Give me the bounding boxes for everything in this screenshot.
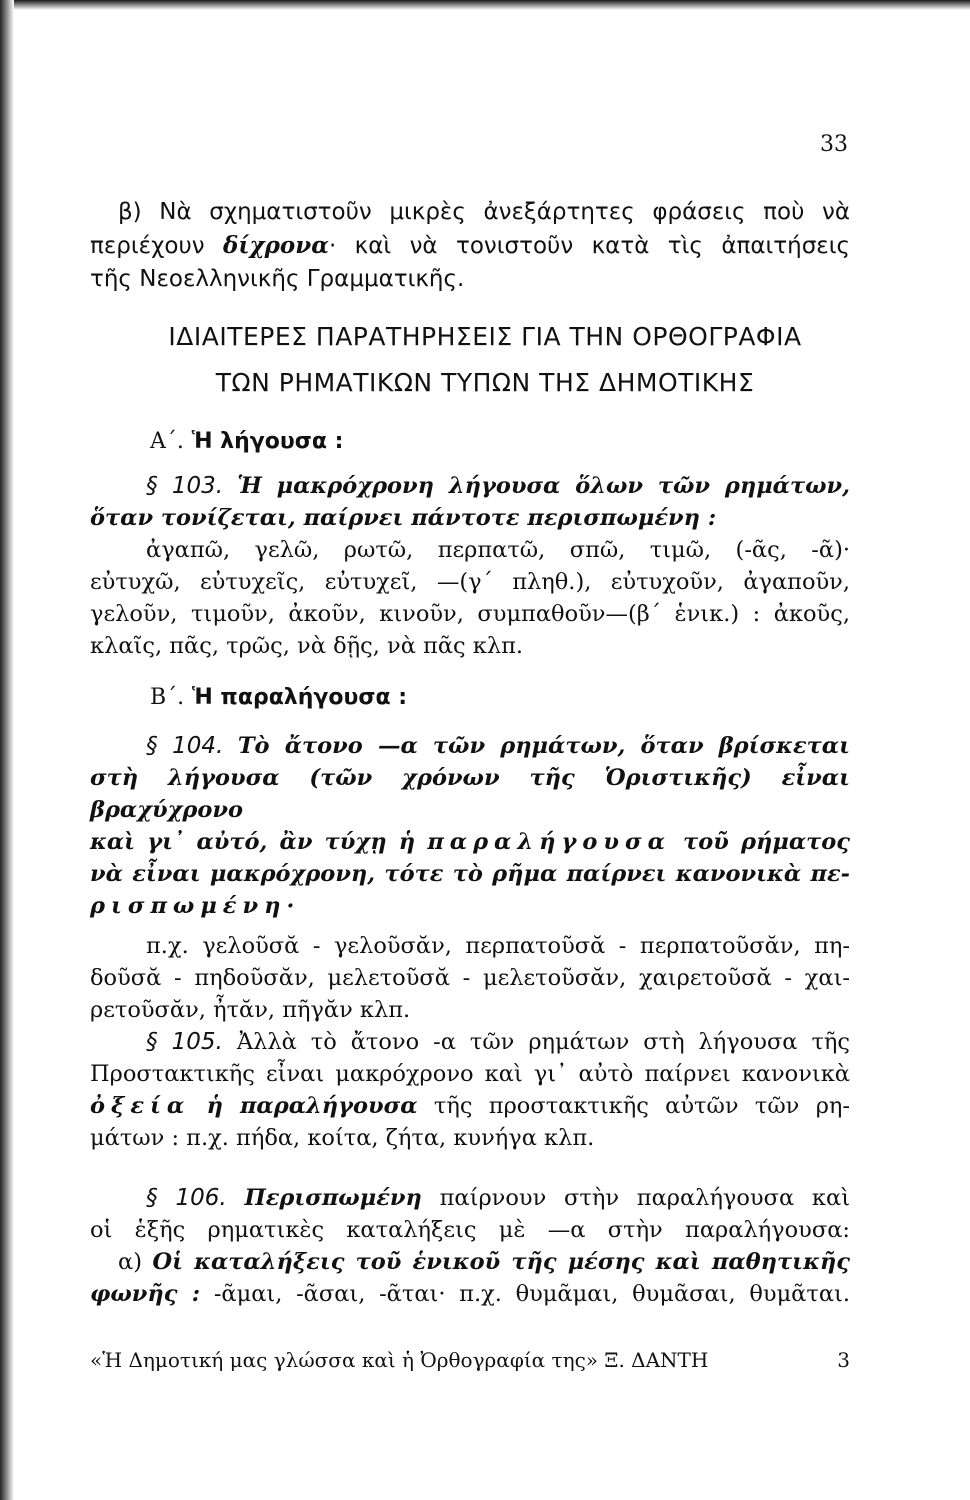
- paragraph-104: [90, 730, 850, 1026]
- page-footer: [90, 1348, 850, 1372]
- paragraph-105: [90, 1026, 850, 1154]
- text-line: [90, 1090, 850, 1122]
- rule-text: στὴ λήγουσα (τῶν χρόνων τῆς Ὁριστικῆς) εἶναι βραχύχρονο: [90, 765, 850, 823]
- body-text: Προστακτικῆς εἶναι μακρόχρονο καὶ γι᾿ αὐτὸ παίρνει κανονικὰ: [90, 1061, 850, 1087]
- section-heading-line-2: ΤΩΝ ΡΗΜΑΤΙΚΩΝ ΤΥΠΩΝ ΤΗΣ ΔΗΜΟΤΙΚΗΣ: [215, 368, 755, 397]
- example-line: π.χ. γελοῦσᾰ - γελοῦσᾰν, περπατοῦσᾰ - περπατοῦσᾰν, πη-: [146, 933, 850, 959]
- paragraph-103: [90, 470, 850, 662]
- subsection-a-heading: [150, 428, 343, 454]
- body-text: οἱ ἑξῆς ρηματικὲς καταλήξεις μὲ —α στὴν παραλήγουσα:: [90, 1217, 850, 1243]
- section-heading-line-1: ΙΔΙΑΙΤΕΡΕΣ ΠΑΡΑΤΗΡΗΣΕΙΣ ΓΙΑ ΤΗΝ ΟΡΘΟΓΡΑΦΙΑ: [168, 322, 802, 351]
- rule-text: νὰ εἶναι μακρόχρονη, τότε τὸ ρῆμα παίρνει κανονικὰ πε-: [90, 861, 850, 887]
- text-line: [90, 1182, 850, 1214]
- body-text: τῆς προστακτικῆς αὐτῶν τῶν ρη-: [433, 1093, 851, 1119]
- subsection-b-heading: [150, 684, 407, 710]
- example-line: γελοῦν, τιμοῦν, ἀκοῦν, κινοῦν, συμπαθοῦν—(β΄ ἑνικ.) : ἀκοῦς,: [90, 601, 850, 627]
- scan-top-edge: [0, 0, 970, 10]
- paragraph-106: [90, 1182, 850, 1310]
- section-number: § 106.: [146, 1185, 227, 1211]
- section-number: § 104.: [146, 733, 224, 759]
- subsection-title: Ἡ λήγουσα :: [191, 429, 344, 454]
- example-line: δοῦσᾰ - πηδοῦσᾰν, μελετοῦσᾰ - μελετοῦσᾰν, χαιρετοῦσᾰ - χαι-: [90, 965, 850, 991]
- scan-left-edge: [0, 0, 14, 1500]
- rule-line: [90, 470, 850, 502]
- emphasis-text: ἡ παραλήγουσα: [206, 1093, 418, 1119]
- book-title: «Ἡ Δημοτική μας γλώσσα καὶ ἡ Ὀρθογραφία της» Ξ. ΔΑΝΤΗ: [90, 1348, 709, 1372]
- spaced-emphasis: ὀξεία: [90, 1093, 191, 1119]
- list-marker: α): [118, 1249, 142, 1275]
- text-line: [90, 1278, 850, 1310]
- intro-line-1: β) Νὰ σχηματιστοῦν μικρὲς ἀνεξάρτητες φράσεις ποὺ νὰ: [118, 199, 850, 225]
- rule-text: τοῦ ρήματος: [683, 829, 850, 855]
- body-text: Ἀλλὰ τὸ ἄτονο -α τῶν ρημάτων στὴ λήγουσα τῆς: [236, 1029, 850, 1055]
- rule-text: ὅταν τονίζεται, παίρνει πάντοτε περισπωμένη :: [90, 505, 717, 531]
- text-line: [90, 1246, 850, 1278]
- subsection-letter: Β΄.: [150, 685, 185, 710]
- spaced-emphasis: παραλήγουσα: [427, 829, 671, 855]
- subsection-title: Ἡ παραλήγουσα :: [191, 685, 408, 710]
- body-text: παίρνουν στὴν παραλήγουσα καὶ: [439, 1185, 851, 1211]
- example-line: εὐτυχῶ, εὐτυχεῖς, εὐτυχεῖ, —(γ΄ πληθ.), εὐτυχοῦν, ἀγαποῦν,: [90, 569, 850, 595]
- rule-line: [90, 730, 850, 762]
- text-line: [90, 1026, 850, 1058]
- emphasis-text: Περισπωμένη: [244, 1185, 422, 1211]
- example-line: κλαῖς, πᾶς, τρῶς, νὰ δῇς, νὰ πᾶς κλπ.: [90, 633, 524, 659]
- page-number: 33: [820, 132, 848, 157]
- intro-line-2: [90, 229, 850, 263]
- intro-line-3: τῆς Νεοελληνικῆς Γραμματικῆς.: [90, 266, 465, 292]
- rule-line: [90, 826, 850, 858]
- signature-mark: 3: [837, 1348, 850, 1372]
- intro-text: · καὶ νὰ τονιστοῦν κατὰ τὶς ἀπαιτήσεις: [328, 233, 850, 259]
- intro-text: περιέχουν: [90, 233, 224, 259]
- example-line: ρετοῦσᾰν, ἦτᾰν, πῆγᾰν κλπ.: [90, 997, 411, 1023]
- body-text: μάτων : π.χ. πήδα, κοίτα, ζήτα, κυνήγα κλπ.: [90, 1125, 595, 1151]
- intro-emphasis: δίχρονα: [223, 232, 329, 259]
- rule-text: Τὸ ἄτονο —α τῶν ρημάτων, ὅταν βρίσκεται: [237, 733, 850, 759]
- emphasis-text: φωνῆς :: [90, 1281, 201, 1307]
- intro-paragraph: [90, 196, 850, 296]
- rule-text: ρισπωμένη·: [90, 893, 301, 919]
- emphasis-text: Οἱ καταλήξεις τοῦ ἑνικοῦ τῆς μέσης καὶ παθητικῆς: [152, 1249, 850, 1275]
- subsection-letter: Α΄.: [150, 429, 184, 454]
- rule-text: Ἡ μακρόχρονη λήγουσα ὅλων τῶν ρημάτων,: [237, 473, 850, 499]
- rule-text: καὶ γι᾿ αὐτό, ἂν τύχῃ ἡ: [90, 829, 416, 855]
- example-line: ἀγαπῶ, γελῶ, ρωτῶ, περπατῶ, σπῶ, τιμῶ, (-ᾶς, -ᾶ)·: [146, 537, 850, 563]
- section-number: § 105.: [146, 1029, 223, 1055]
- section-number: § 103.: [146, 473, 224, 499]
- body-text: -ᾶμαι, -ᾶσαι, -ᾶται· π.χ. θυμᾶμαι, θυμᾶσαι, θυμᾶται.: [213, 1281, 850, 1307]
